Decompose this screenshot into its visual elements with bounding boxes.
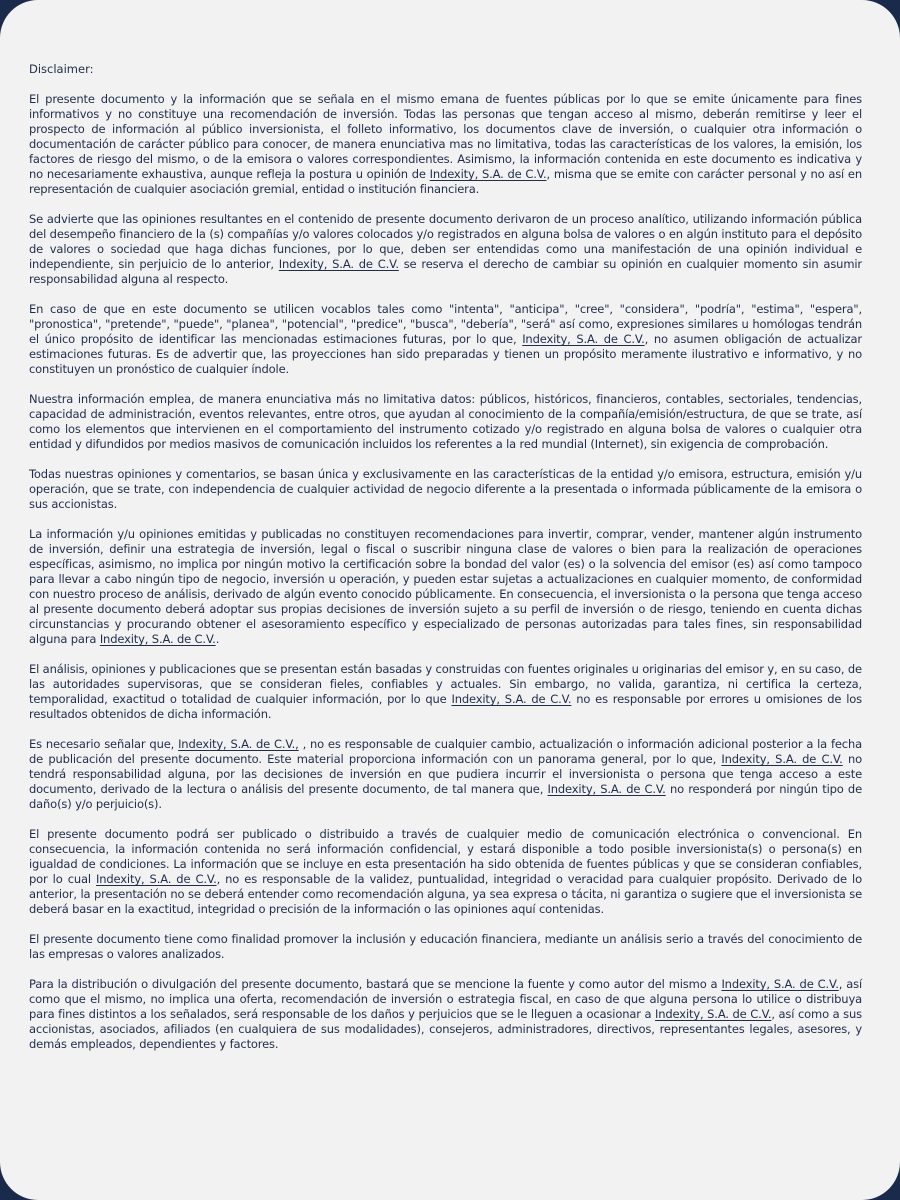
brand-name: Indexity, S.A. de C.V., — [178, 737, 299, 751]
brand-name: Indexity, S.A. de C.V. — [721, 752, 843, 766]
disclaimer-paragraph: El presente documento tiene como finalidad promover la inclusión y educación financiera, mediante un análisis serio a través del conocimiento de las empresas o valores analizados. — [29, 932, 862, 961]
disclaimer-body — [29, 92, 862, 1052]
brand-name: Indexity, S.A. de C.V. — [655, 1007, 772, 1021]
disclaimer-paragraph: Para la distribución o divulgación del presente documento, bastará que se mencione la fuente y como autor del mismo a Indexity, S.A. de C.V., así como que el mismo, no implica una oferta, recomendación de inversión o estrategia fiscal, en caso de que alguna persona lo utilice o distribuya para fines distintos a los señalados, será responsable de los daños y perjuicios que se le lleguen a ocasionar a Indexity, S.A. de C.V., así como a sus accionistas, asociados, afiliados (en cualquiera de sus modalidades), consejeros, administradores, directivos, representantes legales, asesores, y demás empleados, dependientes y factores. — [29, 977, 863, 1051]
disclaimer-paragraph: Es necesario señalar que, Indexity, S.A. de C.V., , no es responsable de cualquier cambio, actualización o información adicional posterior a la fecha de publicación del presente documento. Este material proporciona información con un panorama general, por lo que, Indexity, S.A. de C.V. no tendrá responsabilidad alguna, por las decisiones de inversión en que pudiera incurrir el inversionista o persona que tenga acceso a este documento, derivado de la lectura o análisis del presente documento, de tal manera que, Indexity, S.A. de C.V. no responderá por ningún tipo de daño(s) y/o perjuicio(s). — [29, 737, 863, 811]
disclaimer-paragraph: Nuestra información emplea, de manera enunciativa más no limitativa datos: públicos, históricos, financieros, contables, sectoriales, tendencias, capacidad de administración, eventos relevantes, entre otros, que ayudan al conocimiento de la compañía/emisión/estructura, de que se trate, así como los elementos que intervienen en el comportamiento del instrumento cotizado y/o registrado en alguna bolsa de valores o cualquier otra entidad y difundidos por medios masivos de comunicación incluidos los referentes a la red mundial (Internet), sin exigencia de comprobación. — [29, 392, 862, 451]
disclaimer-paragraph: El presente documento podrá ser publicado o distribuido a través de cualquier medio de comunicación electrónica o convencional. En consecuencia, la información contenida no será información confidencial, y estará disponible a todo posible inversionista(s) o persona(s) en igualdad de condiciones. La información que se incluye en esta presentación ha sido obtenida de fuentes públicas y que se consideran confiables, por lo cual Indexity, S.A. de C.V., no es responsable de la validez, puntualidad, integridad o veracidad para cualquier propósito. Derivado de lo anterior, la presentación no se deberá entender como recomendación alguna, ya sea expresa o tácita, ni garantiza o sugiere que el inversionista se deberá basar en la exactitud, integridad o precisión de la información o las opiniones aquí contenidas. — [29, 827, 862, 916]
disclaimer-paragraph: El análisis, opiniones y publicaciones que se presentan están basadas y construidas con fuentes originales u originarias del emisor y, en su caso, de las autoridades supervisoras, que se consideran fieles, confiables y actuales. Sin embargo, no valida, garantiza, ni certifica la certeza, temporalidad, exactitud o totalidad de cualquier información, por lo que Indexity, S.A. de C.V. no es responsable por errores u omisiones de los resultados obtenidos de dicha información. — [29, 662, 862, 721]
disclaimer-paragraph: Todas nuestras opiniones y comentarios, se basan única y exclusivamente en las características de la entidad y/o emisora, estructura, emisión y/u operación, que se trate, con independencia de cualquier actividad de negocio diferente a la presentada o informada públicamente de la emisora o sus accionistas. — [29, 467, 862, 511]
brand-name: Indexity, S.A. de C.V. — [547, 782, 666, 796]
brand-name: Indexity, S.A. de C.V. — [721, 977, 839, 991]
disclaimer-heading: Disclaimer: — [29, 62, 94, 76]
brand-name: Indexity, S.A. de C.V. — [99, 632, 216, 646]
brand-name: Indexity, S.A. de C.V. — [429, 167, 547, 181]
brand-name: Indexity, S.A. de C.V. — [451, 692, 572, 706]
brand-name: Indexity, S.A. de C.V. — [278, 257, 399, 271]
disclaimer-paragraph: Se advierte que las opiniones resultantes en el contenido de presente documento derivaron de un proceso analítico, utilizando información pública del desempeño financiero de la (s) compañías y/o valores colocados y/o registrados en alguna bolsa de valores o en algún instituto para el depósito de valores o sociedad que haga dichas funciones, por lo que, deben ser entendidas como una manifestación de una opinión individual e independiente, sin perjuicio de lo anterior, Indexity, S.A. de C.V. se reserva el derecho de cambiar su opinión en cualquier momento sin asumir responsabilidad alguna al respecto. — [29, 212, 862, 286]
brand-name: Indexity, S.A. de C.V. — [96, 872, 217, 886]
disclaimer-paragraph: La información y/u opiniones emitidas y publicadas no constituyen recomendaciones para invertir, comprar, vender, mantener algún instrumento de inversión, definir una estrategia de inversión, legal o fiscal o suscribir ninguna clase de valores o bien para la realización de operaciones específicas, asimismo, no implica por ningún motivo la certificación sobre la bondad del valor (es) o la solvencia del emisor (es) así como tampoco para llevar a cabo ningún tipo de negocio, inversión u operación, y pueden estar sujetas a actualizaciones en cualquier momento, de conformidad con nuestro proceso de análisis, derivado de algún evento conocido públicamente. En consecuencia, el inversionista o la persona que tenga acceso al presente documento deberá adoptar sus propias decisiones de inversión sujeto a su perfil de inversión o de riesgo, teniendo en cuenta dichas circunstancias y procurando obtener el asesoramiento específico y especializado de personas autorizadas para tales fines, sin responsabilidad alguna para Indexity, S.A. de C.V.. — [29, 527, 862, 646]
disclaimer-paragraph: El presente documento y la información que se señala en el mismo emana de fuentes públicas por lo que se emite únicamente para fines informativos y no constituye una recomendación de inversión. Todas las personas que tengan acceso al mismo, deberán remitirse y leer el prospecto de información al público inversionista, el folleto informativo, los documentos clave de inversión, o cualquier otra información o documentación de carácter público para conocer, de manera enunciativa mas no limitativa, todas las características de los valores, la emisión, los factores de riesgo del mismo, o de la emisora o valores correspondientes. Asimismo, la información contenida en este documento es indicativa y no necesariamente exhaustiva, aunque refleja la postura u opinión de Indexity, S.A. de C.V., misma que se emite con carácter personal y no así en representación de cualquier asociación gremial, entidad o institución financiera. — [29, 92, 862, 196]
disclaimer-paragraph: En caso de que en este documento se utilicen vocablos tales como "intenta", "anticipa", "cree", "considera", "podría", "estima", "espera", "pronostica", "pretende", "puede", "planea", "potencial", "predice", "busca", "debería", "será" así como, expresiones similares u homólogas tendrán el único propósito de identificar las mencionadas estimaciones futuras, por lo que, Indexity, S.A. de C.V., no asumen obligación de actualizar estimaciones futuras. Es de advertir que, las proyecciones han sido preparadas y tienen un propósito meramente ilustrativo e informativo, y no constituyen un pronóstico de cualquier índole. — [29, 302, 863, 376]
brand-name: Indexity, S.A. de C.V. — [522, 332, 645, 346]
